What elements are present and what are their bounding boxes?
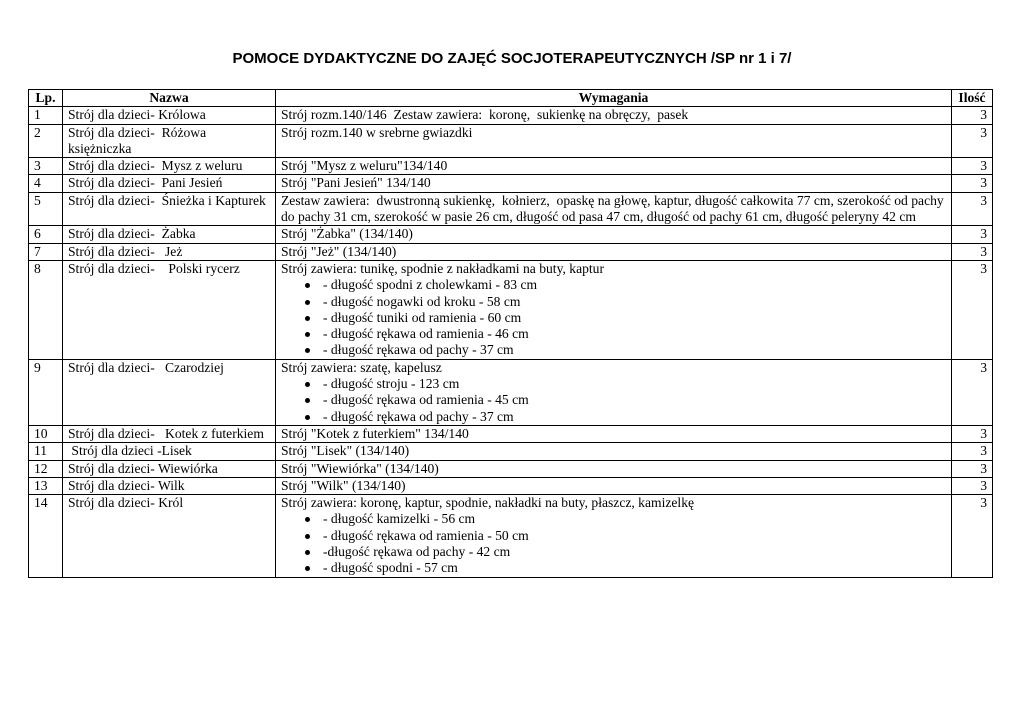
row-nazwa: Strój dla dzieci- Królowa — [63, 107, 276, 124]
row-wymagania-text: Strój "Mysz z weluru"134/140 — [281, 158, 448, 174]
row-wymagania-text: Strój "Kotek z futerkiem" 134/140 — [281, 425, 469, 441]
row-nazwa: Strój dla dzieci- Król — [63, 495, 276, 577]
table-row — [29, 359, 993, 425]
row-nazwa: Strój dla dzieci- Wiewiórka — [63, 460, 276, 477]
row-nazwa: Strój dla dzieci -Lisek — [63, 443, 276, 460]
bullet-item: - długość tuniki od ramienia - 60 cm — [323, 310, 946, 326]
row-ilosc: 3 — [952, 192, 993, 226]
row-wymagania — [276, 359, 952, 425]
table-body — [29, 107, 993, 577]
bullet-list — [281, 277, 946, 358]
row-nazwa: Strój dla dzieci- Jeż — [63, 243, 276, 260]
row-ilosc: 3 — [952, 107, 993, 124]
table-header-row — [29, 90, 993, 107]
row-ilosc: 3 — [952, 158, 993, 175]
row-ilosc: 3 — [952, 175, 993, 192]
row-wymagania — [276, 460, 952, 477]
row-ilosc: 3 — [952, 425, 993, 442]
row-lp: 4 — [29, 175, 63, 192]
table-row — [29, 243, 993, 260]
row-lp: 2 — [29, 124, 63, 158]
row-lp: 10 — [29, 425, 63, 442]
bullet-item: - długość rękawa od ramienia - 45 cm — [323, 392, 946, 408]
bullet-item: - długość stroju - 123 cm — [323, 376, 946, 392]
row-wymagania-text: Strój zawiera: koronę, kaptur, spodnie, nakładki na buty, płaszcz, kamizelkę — [281, 495, 695, 511]
row-lp: 14 — [29, 495, 63, 577]
row-nazwa: Strój dla dzieci- Pani Jesień — [63, 175, 276, 192]
row-lp: 8 — [29, 260, 63, 359]
row-lp: 9 — [29, 359, 63, 425]
bullet-item: - długość rękawa od ramienia - 46 cm — [323, 326, 946, 342]
row-wymagania-text: Strój "Wiewiórka" (134/140) — [281, 460, 439, 476]
row-wymagania-text: Strój "Jeż" (134/140) — [281, 243, 397, 259]
header-lp: Lp. — [29, 90, 63, 107]
row-nazwa: Strój dla dzieci- Czarodziej — [63, 359, 276, 425]
row-wymagania — [276, 107, 952, 124]
table-row — [29, 443, 993, 460]
row-nazwa: Strój dla dzieci- Śnieżka i Kapturek — [63, 192, 276, 226]
row-lp: 7 — [29, 243, 63, 260]
row-wymagania-text: Strój zawiera: tunikę, spodnie z nakładkami na buty, kaptur — [281, 260, 605, 276]
row-nazwa: Strój dla dzieci- Kotek z futerkiem — [63, 425, 276, 442]
row-wymagania — [276, 192, 952, 226]
row-ilosc: 3 — [952, 124, 993, 158]
bullet-list — [281, 511, 946, 576]
table-row — [29, 107, 993, 124]
row-lp: 13 — [29, 477, 63, 494]
table-row — [29, 425, 993, 442]
row-wymagania-text: Strój "Żabka" (134/140) — [281, 226, 413, 242]
table-row — [29, 460, 993, 477]
row-nazwa: Strój dla dzieci- Żabka — [63, 226, 276, 243]
row-wymagania — [276, 124, 952, 158]
row-wymagania — [276, 260, 952, 359]
table-row — [29, 260, 993, 359]
table-row — [29, 192, 993, 226]
bullet-item: - długość kamizelki - 56 cm — [323, 511, 946, 527]
row-ilosc: 3 — [952, 443, 993, 460]
row-ilosc: 3 — [952, 243, 993, 260]
table-row — [29, 495, 993, 577]
row-lp: 11 — [29, 443, 63, 460]
row-lp: 5 — [29, 192, 63, 226]
row-wymagania — [276, 495, 952, 577]
row-nazwa: Strój dla dzieci- Polski rycerz — [63, 260, 276, 359]
row-wymagania — [276, 425, 952, 442]
row-ilosc: 3 — [952, 460, 993, 477]
row-ilosc: 3 — [952, 260, 993, 359]
bullet-item: - długość rękawa od ramienia - 50 cm — [323, 528, 946, 544]
bullet-item: -długość rękawa od pachy - 42 cm — [323, 544, 946, 560]
row-lp: 3 — [29, 158, 63, 175]
row-ilosc: 3 — [952, 226, 993, 243]
bullet-list — [281, 376, 946, 425]
row-wymagania — [276, 175, 952, 192]
bullet-item: - długość rękawa od pachy - 37 cm — [323, 342, 946, 358]
table-row — [29, 124, 993, 158]
row-nazwa: Strój dla dzieci- Mysz z weluru — [63, 158, 276, 175]
row-wymagania-text: Strój "Lisek" (134/140) — [281, 443, 410, 459]
row-wymagania-text: Strój zawiera: szatę, kapelusz — [281, 359, 442, 375]
bullet-item: - długość rękawa od pachy - 37 cm — [323, 409, 946, 425]
requirements-table — [28, 89, 993, 578]
table-row — [29, 175, 993, 192]
row-wymagania-text: Strój rozm.140 w srebrne gwiazdki — [281, 124, 473, 140]
row-ilosc: 3 — [952, 477, 993, 494]
page-title: POMOCE DYDAKTYCZNE DO ZAJĘĆ SOCJOTERAPEUTYCZNYCH /SP nr 1 i 7/ — [232, 50, 792, 67]
bullet-item: - długość spodni - 57 cm — [323, 560, 946, 576]
row-lp: 6 — [29, 226, 63, 243]
row-nazwa: Strój dla dzieci- Wilk — [63, 477, 276, 494]
row-wymagania-text: Strój "Wilk" (134/140) — [281, 477, 406, 493]
bullet-item: - długość nogawki od kroku - 58 cm — [323, 294, 946, 310]
row-wymagania-text: Strój "Pani Jesień" 134/140 — [281, 175, 431, 191]
row-lp: 1 — [29, 107, 63, 124]
header-nazwa: Nazwa — [63, 90, 276, 107]
header-wymagania: Wymagania — [276, 90, 952, 107]
row-nazwa: Strój dla dzieci- Różowa księżniczka — [63, 124, 276, 158]
header-ilosc: Ilość — [952, 90, 993, 107]
row-wymagania — [276, 243, 952, 260]
row-wymagania-text: Strój rozm.140/146 Zestaw zawiera: koronę, sukienkę na obręczy, pasek — [281, 107, 689, 123]
row-ilosc: 3 — [952, 495, 993, 577]
table-row — [29, 477, 993, 494]
row-wymagania-text: Zestaw zawiera: dwustronną sukienkę, kołnierz, opaskę na głowę, kaptur, długość całkowita 77 cm, szerokość od pachy do pachy 31 cm, szerokość w pasie 26 cm, długość od pasa 47 cm, długość od pachy 61 cm, długość peleryny 42 cm — [281, 192, 948, 225]
row-lp: 12 — [29, 460, 63, 477]
table-row — [29, 226, 993, 243]
row-wymagania — [276, 477, 952, 494]
row-wymagania — [276, 443, 952, 460]
table-row — [29, 158, 993, 175]
row-ilosc: 3 — [952, 359, 993, 425]
bullet-item: - długość spodni z cholewkami - 83 cm — [323, 277, 946, 293]
row-wymagania — [276, 158, 952, 175]
row-wymagania — [276, 226, 952, 243]
